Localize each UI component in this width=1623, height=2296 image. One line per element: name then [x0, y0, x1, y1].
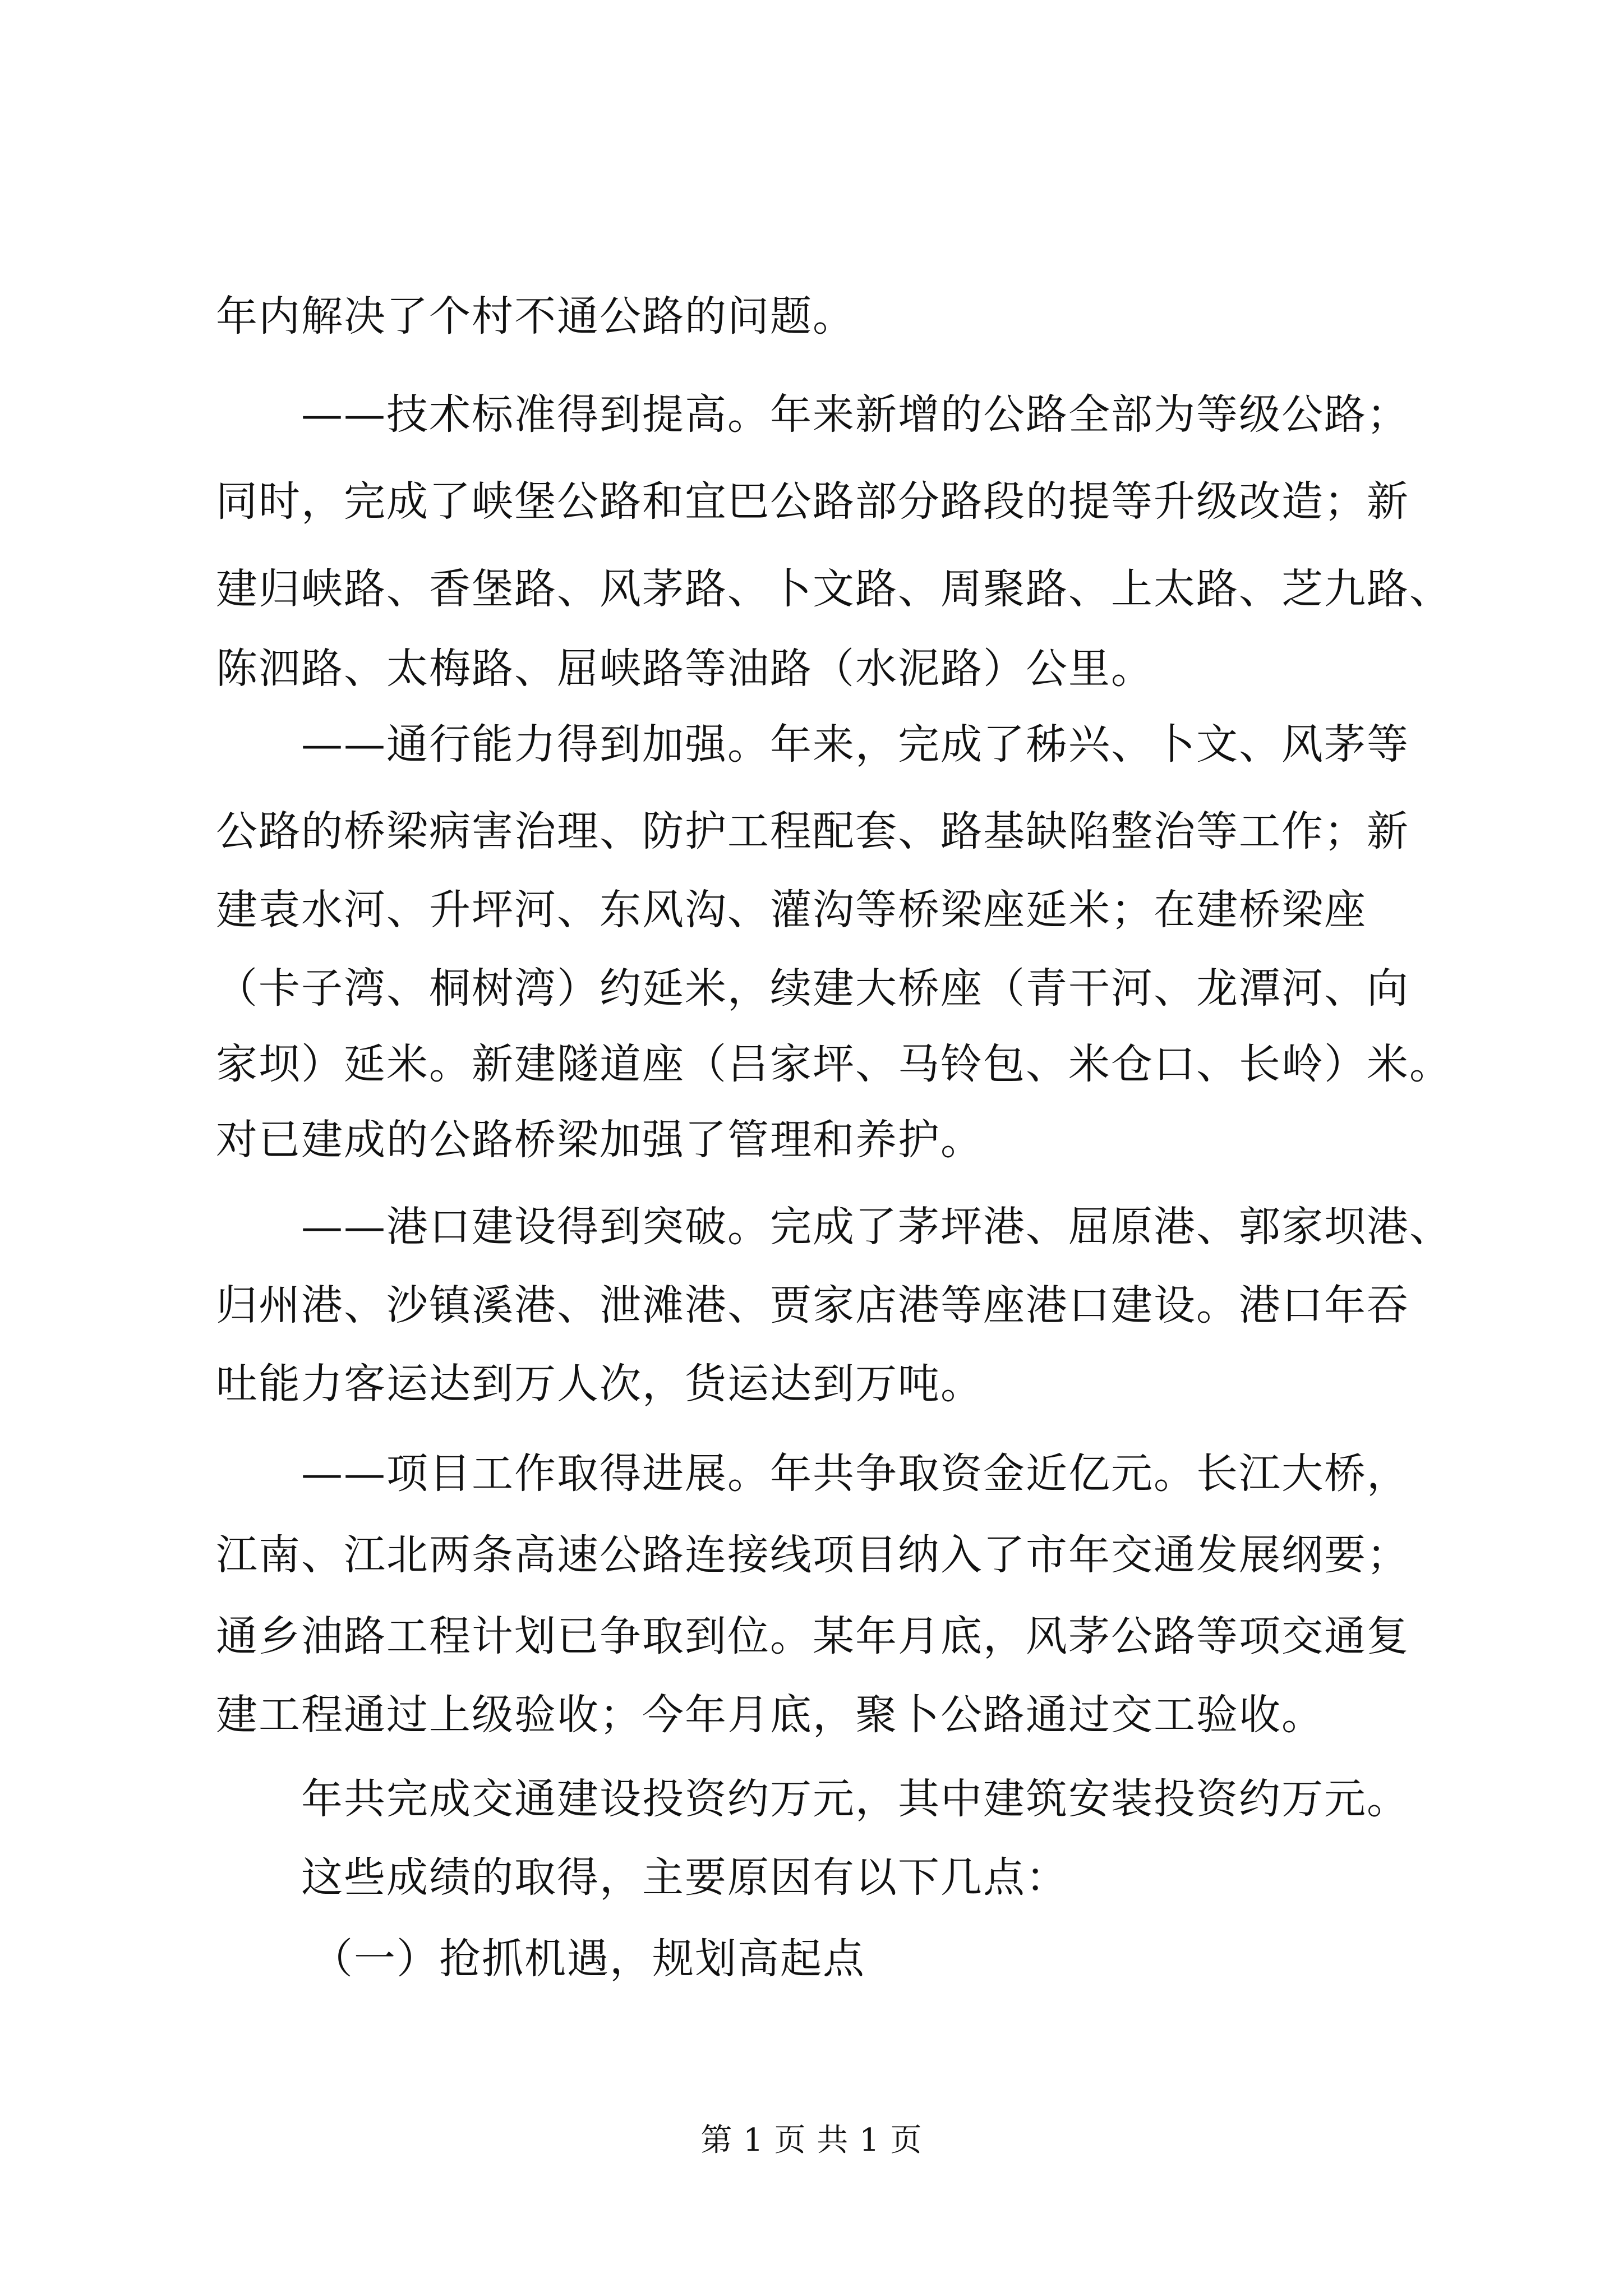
- paragraph-line: 对已建成的公路桥梁加强了管理和养护。: [216, 1116, 983, 1164]
- paragraph-line: 建袁水河、升坪河、东风沟、灌沟等桥梁座延米；在建桥梁座: [216, 886, 1367, 934]
- paragraph-line: 建归峡路、香堡路、风茅路、卜文路、周聚路、上太路、芝九路、: [216, 565, 1452, 613]
- section-heading: （一）抢抓机遇，规划高起点: [311, 1935, 865, 1983]
- paragraph-line: ——通行能力得到加强。年来，完成了秭兴、卜文、风茅等: [301, 720, 1409, 769]
- paragraph-line: ——项目工作取得进展。年共争取资金近亿元。长江大桥，: [301, 1450, 1409, 1498]
- paragraph-line: 建工程通过上级验收；今年月底，聚卜公路通过交工验收。: [216, 1691, 1324, 1739]
- page-number-footer: 第 1 页 共 1 页: [700, 2122, 923, 2159]
- paragraph-line: ——技术标准得到提高。年来新增的公路全部为等级公路；: [301, 390, 1409, 439]
- paragraph-line: 年内解决了个村不通公路的问题。: [216, 292, 855, 341]
- paragraph-line: 江南、江北两条高速公路连接线项目纳入了市年交通发展纲要；: [216, 1531, 1409, 1579]
- paragraph-line: 公路的桥梁病害治理、防护工程配套、路基缺陷整治等工作；新: [216, 807, 1409, 855]
- paragraph-line: 归州港、沙镇溪港、泄滩港、贾家店港等座港口建设。港口年吞: [216, 1281, 1409, 1329]
- paragraph-line: 年共完成交通建设投资约万元，其中建筑安装投资约万元。: [301, 1775, 1409, 1823]
- paragraph-line: 通乡油路工程计划已争取到位。某年月底，风茅公路等项交通复: [216, 1612, 1409, 1660]
- paragraph-line: 吐能力客运达到万人次，货运达到万吨。: [216, 1360, 983, 1408]
- paragraph-line: 陈泗路、太梅路、屈峡路等油路（水泥路）公里。: [216, 645, 1154, 693]
- paragraph-line: 家坝）延米。新建隧道座（吕家坪、马铃包、米仓口、长岭）米。: [216, 1040, 1452, 1088]
- paragraph-line: （卡子湾、桐树湾）约延米，续建大桥座（青干河、龙潭河、向: [216, 964, 1409, 1013]
- paragraph-line: ——港口建设得到突破。完成了茅坪港、屈原港、郭家坝港、: [301, 1203, 1452, 1251]
- paragraph-line: 同时，完成了峡堡公路和宜巴公路部分路段的提等升级改造；新: [216, 477, 1409, 526]
- paragraph-line: 这些成绩的取得，主要原因有以下几点：: [301, 1853, 1068, 1902]
